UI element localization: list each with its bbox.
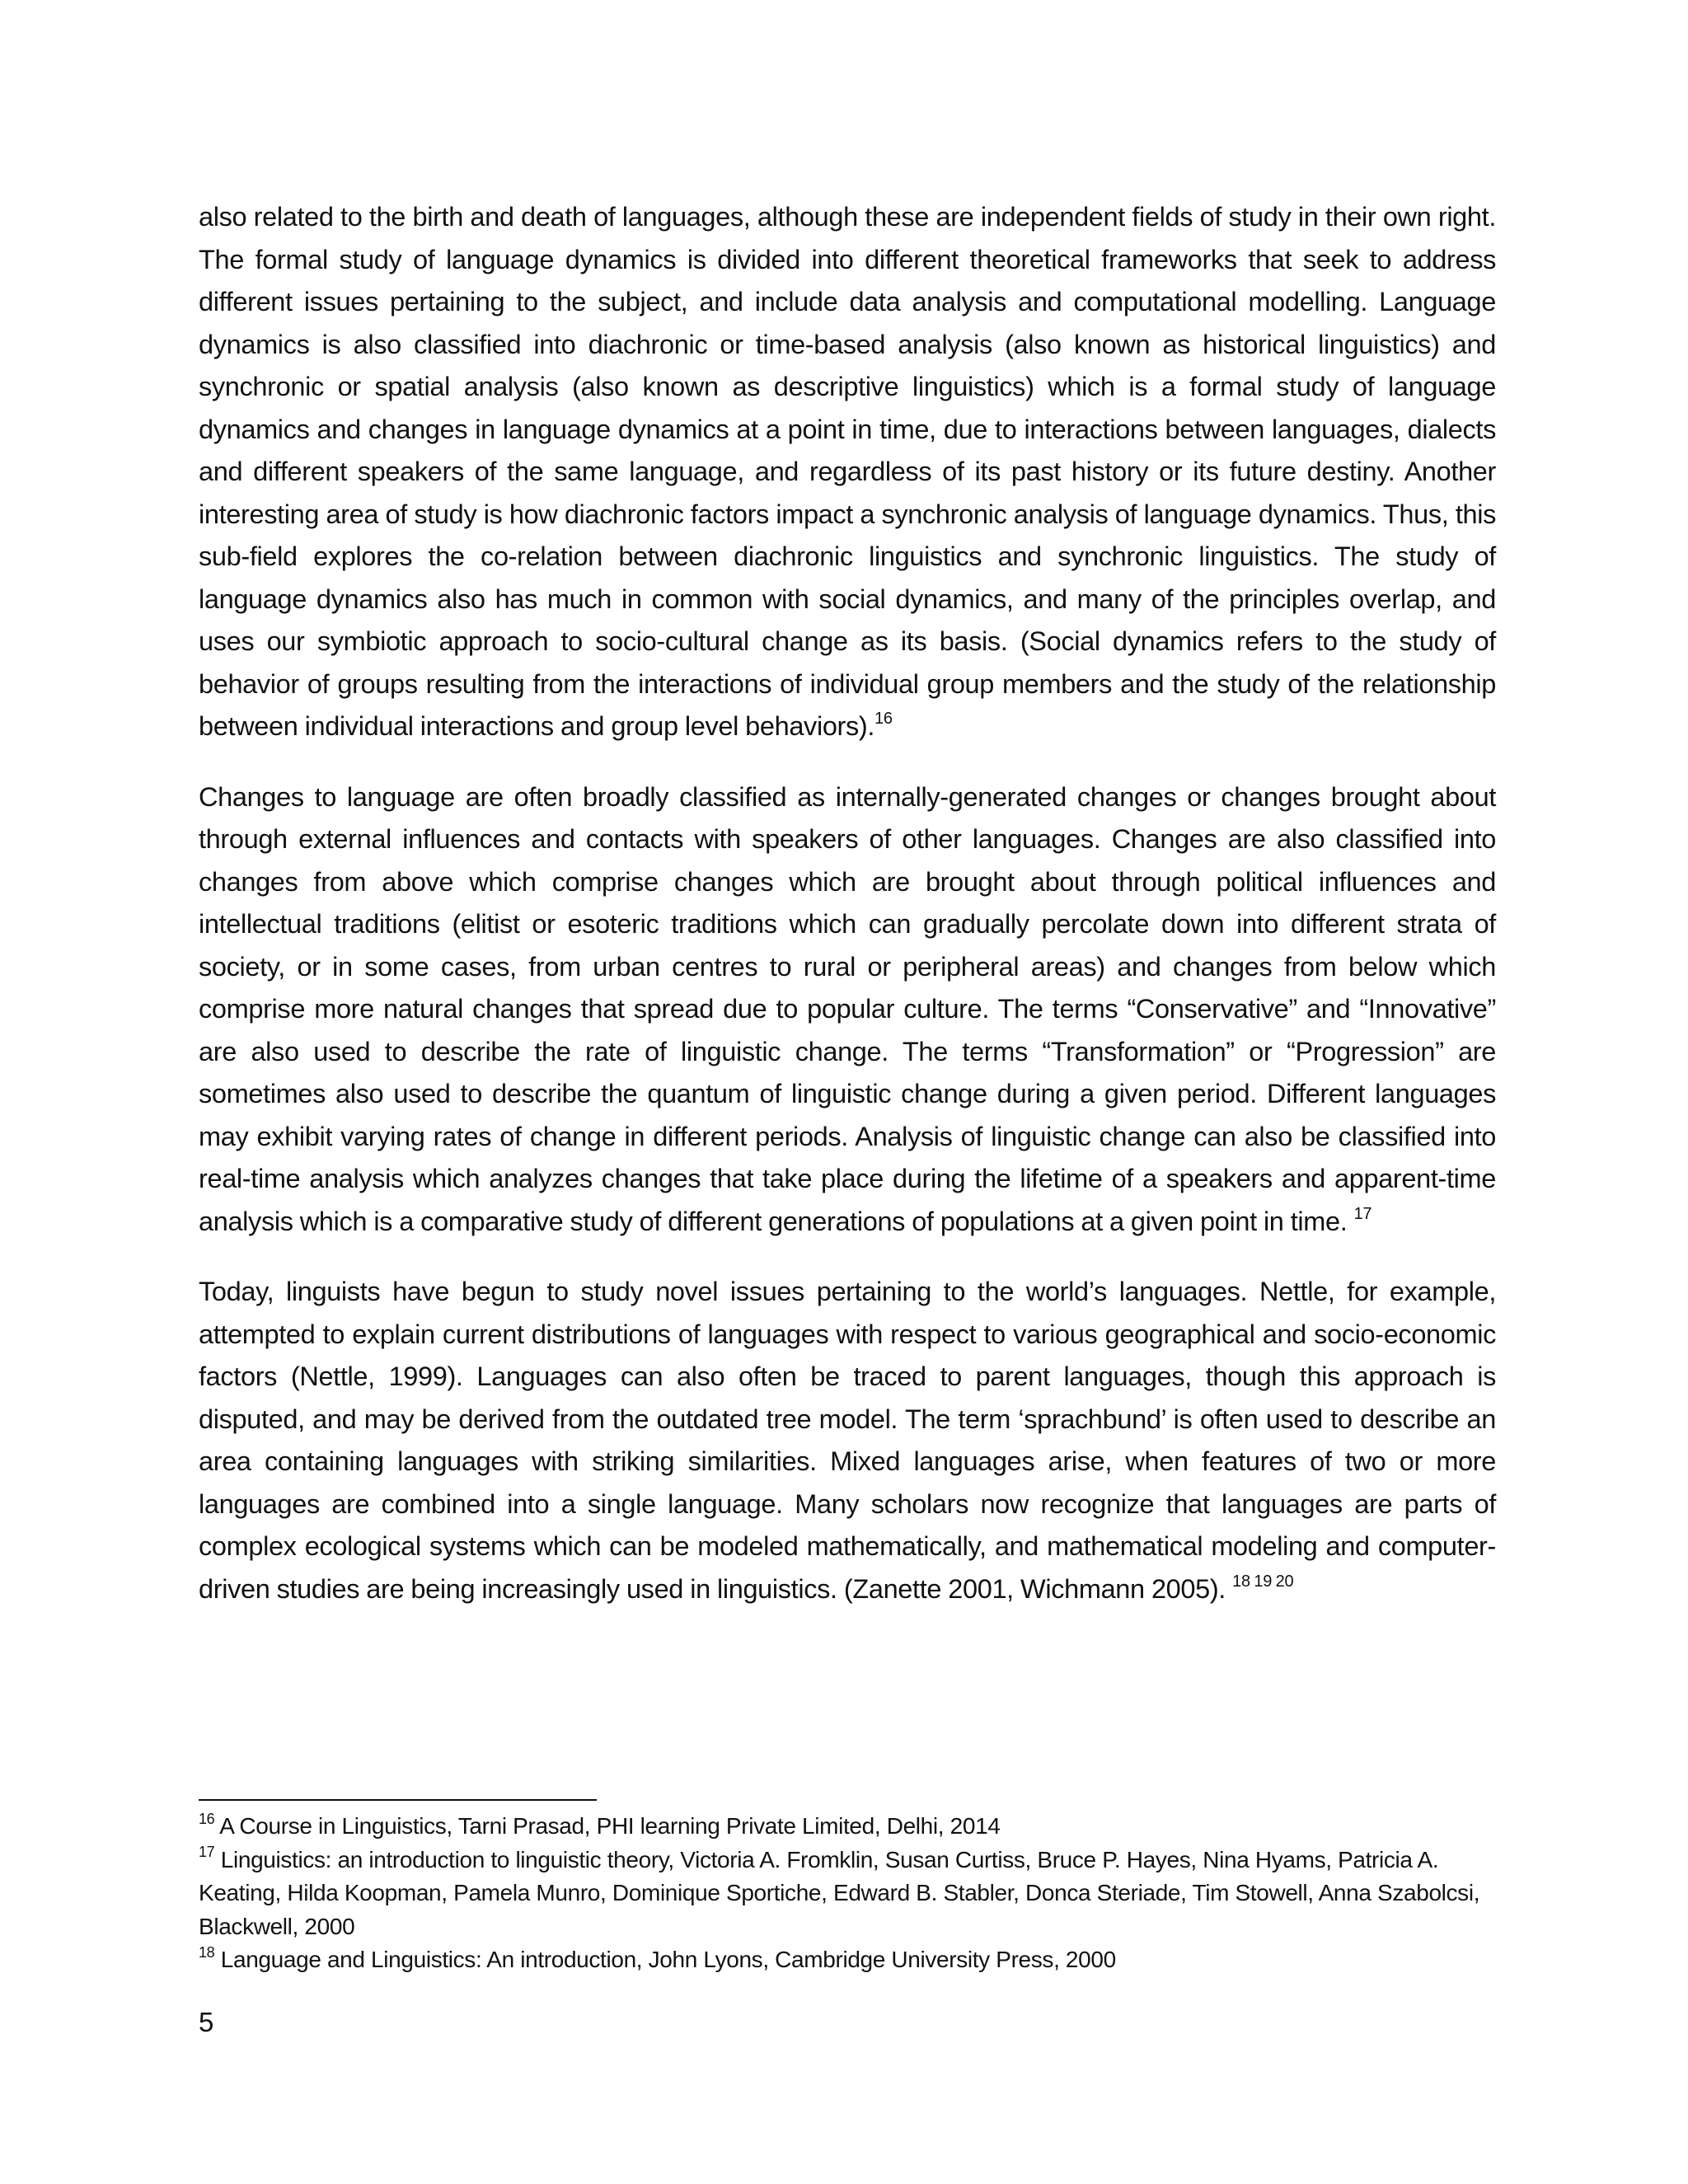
footnote-reference[interactable]: 16 <box>874 710 893 729</box>
paragraph-text: Changes to language are often broadly classified as internally-generated changes or changes brought about through external influences and contacts with speakers of other languages. Changes are also classified into changes from above which comprise changes which are brought about through political influences and intellectual traditions (elitist or esoteric traditions which can gradually percolate down into different strata of society, or in some cases, from urban centres to rural or peripheral areas) and changes from below which comprise more natural changes that spread due to popular culture. The terms “Conservative” and “Innovative” are also used to describe the rate of linguistic change. The terms “Transformation” or “Progression” are sometimes also used to describe the quantum of linguistic change during a given period. Different languages may exhibit varying rates of change in different periods. Analysis of linguistic change can also be classified into real-time analysis which analyzes changes that take place during the lifetime of a speakers and apparent-time analysis which is a comparative study of different generations of populations at a given point in time. <box>199 781 1496 1236</box>
document-body <box>199 196 1496 1638</box>
footnote-17 <box>199 1844 1496 1944</box>
footnotes <box>199 1810 1496 1977</box>
footnote-number: 16 <box>199 1810 215 1827</box>
page-number: 5 <box>199 2007 214 2037</box>
paragraph-text: also related to the birth and death of languages, although these are independent fields of study in their own right. The formal study of language dynamics is divided into different theoretical frameworks that seek to address different issues pertaining to the subject, and include data analysis and computational modelling. Language dynamics is also classified into diachronic or time-based analysis (also known as historical linguistics) and synchronic or spatial analysis (also known as descriptive linguistics) which is a formal study of language dynamics and changes in language dynamics at a point in time, due to interactions between languages, dialects and different speakers of the same language, and regardless of its past history or its future destiny. Another interesting area of study is how diachronic factors impact a synchronic analysis of language dynamics. Thus, this sub-field explores the co-relation between diachronic linguistics and synchronic linguistics. The study of language dynamics also has much in common with social dynamics, and many of the principles overlap, and uses our symbiotic approach to socio-cultural change as its basis. (Social dynamics refers to the study of behavior of groups resulting from the interactions of individual group members and the study of the relationship between individual interactions and group level behaviors). <box>199 202 1496 741</box>
footnote-16 <box>199 1810 1496 1844</box>
footnote-number: 18 <box>199 1943 215 1961</box>
paragraph-text: Today, linguists have begun to study novel issues pertaining to the world’s languages. Nettle, for example, attempted to explain current distributions of languages with respect to various geographical and socio-economic factors (Nettle, 1999). Languages can also often be traced to parent languages, though this approach is disputed, and may be derived from the outdated tree model. The term ‘sprachbund’ is often used to describe an area containing languages with striking similarities. Mixed languages arise, when features of two or more languages are combined into a single language. Many scholars now recognize that languages are parts of complex ecological systems which can be modeled mathematically, and mathematical modeling and computer-driven studies are being increasingly used in linguistics. (Zanette 2001, Wichmann 2005). <box>199 1277 1496 1604</box>
footnote-separator <box>199 1799 597 1801</box>
body-paragraph-2 <box>199 776 1496 1244</box>
footnote-text: Language and Linguistics: An introduction, John Lyons, Cambridge University Press, 2000 <box>214 1947 1116 1972</box>
footnote-text: A Course in Linguistics, Tarni Prasad, PHI learning Private Limited, Delhi, 2014 <box>214 1813 1001 1839</box>
footnote-number: 17 <box>199 1844 215 1861</box>
body-paragraph-3 <box>199 1271 1496 1610</box>
footnote-references[interactable]: 18 19 20 <box>1232 1572 1294 1591</box>
footnote-reference[interactable]: 17 <box>1353 1204 1372 1223</box>
body-paragraph-1 <box>199 196 1496 748</box>
footnote-text: Linguistics: an introduction to linguistic theory, Victoria A. Fromklin, Susan Curtiss, Bruce P. Hayes, Nina Hyams, Patricia A. Keating, Hilda Koopman, Pamela Munro, Dominique Sportiche, Edward B. Stabler, Donca Steriade, Tim Stowell, Anna Szabolcsi, Blackwell, 2000 <box>199 1846 1480 1939</box>
footnote-18 <box>199 1943 1496 1977</box>
